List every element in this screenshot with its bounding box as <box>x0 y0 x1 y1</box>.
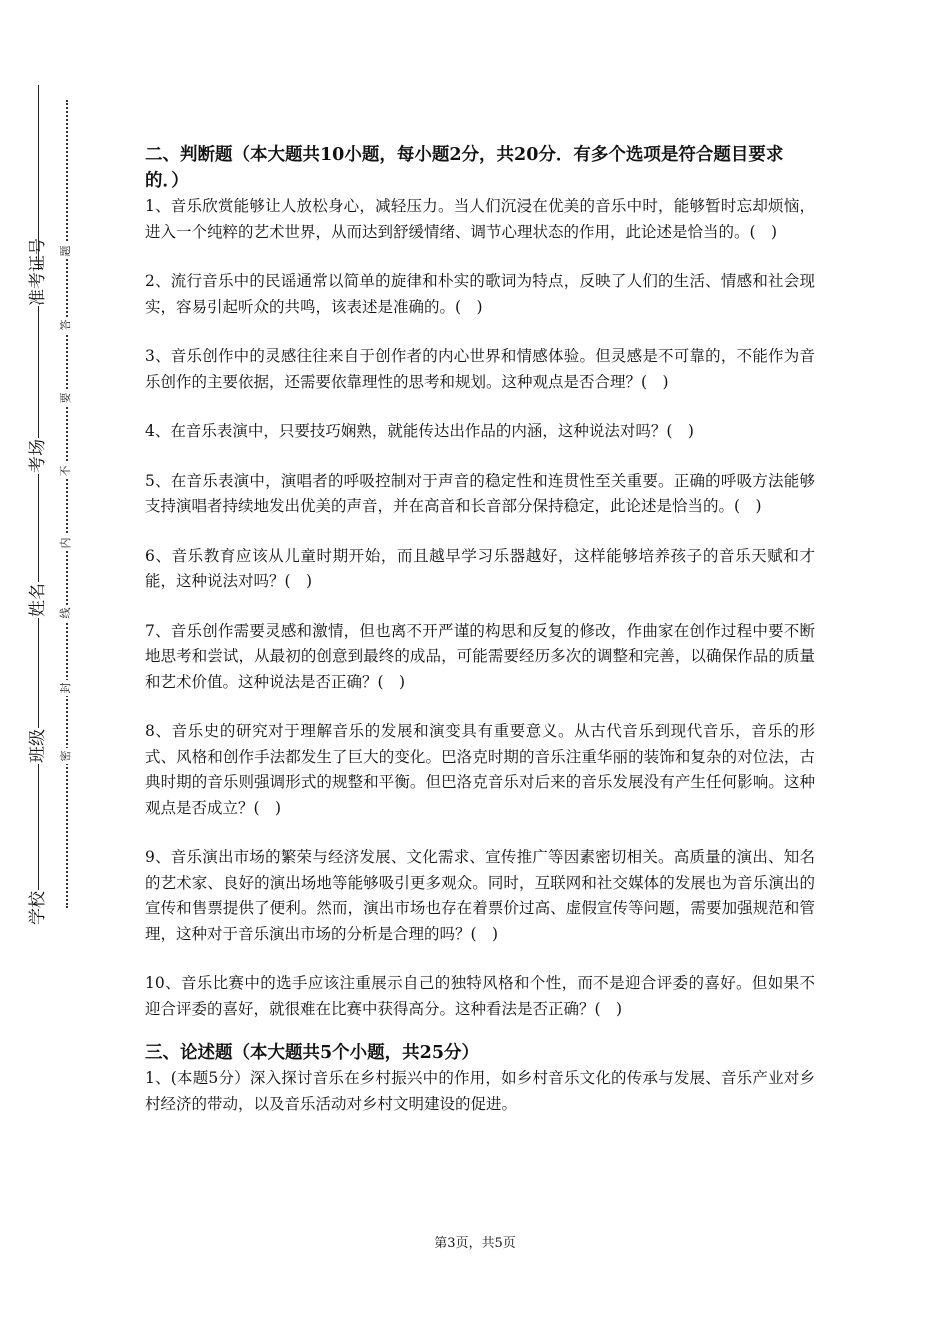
seal-dotted-line <box>66 100 68 908</box>
question-item: 4、在音乐表演中，只要技巧娴熟，就能传达出作品的内涵，这种说法对吗？( ) <box>145 422 694 440</box>
seal-char: 题 <box>58 243 74 259</box>
question-item: 5、在音乐表演中，演唱者的呼吸控制对于声音的稳定性和连贯性至关重要。正确的呼吸方法能够支持演唱者持续地发出优美的声音，并在高音和长音部分保持稳定，此论述是恰当的。( ) <box>145 471 815 515</box>
seal-char: 内 <box>58 535 74 551</box>
question-item: 3、音乐创作中的灵感往往来自于创作者的内心世界和情感体验。但灵感是不可靠的，不能作为音乐创作的主要依据，还需要依靠理性的思考和规划。这种观点是否合理？( ) <box>145 347 815 391</box>
question-item: 1、音乐欣赏能够让人放松身心，减轻压力。当人们沉浸在优美的音乐中时，能够暂时忘却烦恼，进入一个纯粹的艺术世界，从而达到舒缓情绪、调节心理状态的作用，此论述是恰当的。( ) <box>145 197 815 241</box>
section-title-essay: 三、论述题（本大题共5个小题，共25分） <box>145 1043 480 1063</box>
question-item: 10、音乐比赛中的选手应该注重展示自己的独特风格和个性，而不是迎合评委的喜好。但如果不迎合评委的喜好，就很难在比赛中获得高分。这种看法是否正确？( ) <box>145 974 815 1018</box>
seal-char: 要 <box>58 390 74 406</box>
seal-char: 答 <box>58 317 74 333</box>
field-class: 班级 <box>20 728 56 764</box>
field-exam-number: 准考证号 <box>20 270 56 306</box>
seal-char: 封 <box>58 680 74 696</box>
question-item: 1、(本题5分）深入探讨音乐在乡村振兴中的作用，如乡村音乐文化的传承与发展、音乐产业对乡村经济的带动，以及音乐活动对乡村文明建设的促进。 <box>145 1069 815 1113</box>
question-item: 8、音乐史的研究对于理解音乐的发展和演变具有重要意义。从古代音乐到现代音乐，音乐的形式、风格和创作手法都发生了巨大的变化。巴洛克时期的音乐注重华丽的装饰和复杂的对位法，古典时期的音乐则强调形式的规整和平衡。但巴洛克音乐对后来的音乐发展没有产生任何影响。这种观点是否成立？( ) <box>145 722 815 817</box>
question-item: 7、音乐创作需要灵感和激情，但也离不开严谨的构思和反复的修改，作曲家在创作过程中要不断地思考和尝试，从最初的创意到最终的成品，可能需要经历多次的调整和完善，以确保作品的质量和艺术价值。这种说法是否正确？( ) <box>145 621 815 691</box>
question-item: 2、流行音乐中的民谣通常以简单的旋律和朴实的歌词为特点，反映了人们的生活、情感和社会现实，容易引起听众的共鸣，该表述是准确的。( ) <box>145 272 815 316</box>
binding-solid-line <box>38 85 39 907</box>
seal-char: 不 <box>58 463 74 479</box>
section-title-true-false: 二、判断题（本大题共10小题，每小题2分，共20分．有多个选项是符合题目要求的．） <box>145 145 784 191</box>
field-exam-room: 考场 <box>20 438 56 474</box>
seal-char: 密 <box>58 748 74 764</box>
page-number: 第3页，共5页 <box>434 1236 516 1251</box>
field-school: 学校 <box>20 890 56 926</box>
exam-content <box>145 142 815 1117</box>
field-name: 姓名 <box>20 582 56 618</box>
binding-margin <box>0 0 110 1344</box>
seal-char: 线 <box>58 605 74 621</box>
question-item: 6、音乐教育应该从儿童时期开始，而且越早学习乐器越好，这样能够培养孩子的音乐天赋和才能，这种说法对吗？( ) <box>145 546 815 590</box>
question-item: 9、音乐演出市场的繁荣与经济发展、文化需求、宣传推广等因素密切相关。高质量的演出、知名的艺术家、良好的演出场地等能够吸引更多观众。同时，互联网和社交媒体的发展也为音乐演出的宣传和售票提供了便利。然而，演出市场也存在着票价过高、虚假宣传等问题，需要加强规范和管理，这种对于音乐演出市场的分析是合理的吗？( ) <box>145 848 815 943</box>
